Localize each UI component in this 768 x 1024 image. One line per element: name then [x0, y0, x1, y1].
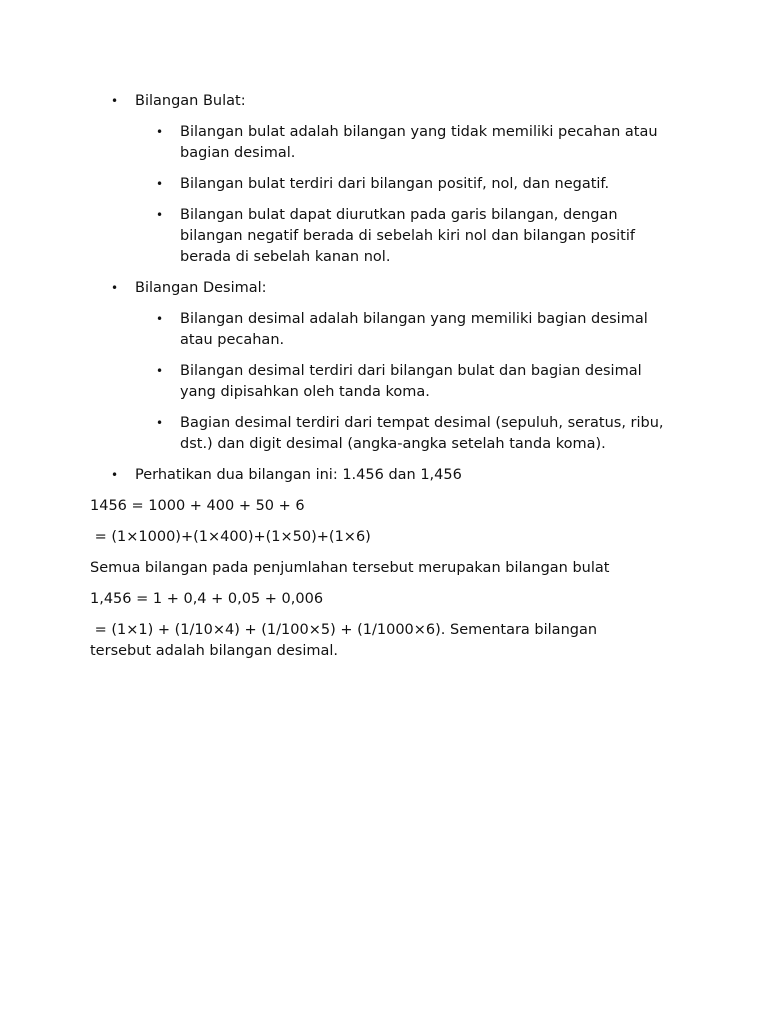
equation-line-4: = (1×1) + (1/10×4) + (1/100×5) + (1/1000×6). Sementara bilangan tersebut adalah bilangan desimal.	[90, 622, 602, 659]
list-item	[135, 361, 690, 403]
sub-bullet-list	[135, 122, 690, 268]
bullet-icon: •	[156, 312, 164, 326]
list-item	[135, 122, 690, 164]
bullet-icon: •	[111, 468, 119, 482]
bullet-icon: •	[156, 208, 164, 222]
list-item-text: Bilangan desimal terdiri dari bilangan bulat dan bagian desimal yang dipisahkan oleh tanda koma.	[180, 363, 642, 400]
section-bilangan-desimal	[90, 278, 690, 455]
main-bullet-list	[90, 91, 690, 486]
sub-bullet-list	[135, 309, 690, 455]
equation-line-2: = (1×1000)+(1×400)+(1×50)+(1×6)	[90, 529, 371, 545]
equation-line-3: 1,456 = 1 + 0,4 + 0,05 + 0,006	[90, 591, 324, 607]
list-item-text: Bilangan desimal adalah bilangan yang memiliki bagian desimal atau pecahan.	[180, 311, 648, 348]
list-item-text: Bilangan bulat terdiri dari bilangan positif, nol, dan negatif.	[180, 176, 610, 192]
bullet-icon: •	[156, 416, 164, 430]
section-heading: Bilangan Desimal:	[135, 280, 267, 296]
bullet-icon: •	[156, 177, 164, 191]
bullet-icon: •	[111, 94, 119, 108]
list-item-text: Bagian desimal terdiri dari tempat desimal (sepuluh, seratus, ribu, dst.) dan digit desimal (angka-angka setelah tanda koma).	[180, 415, 664, 452]
list-item-text: Bilangan bulat adalah bilangan yang tidak memiliki pecahan atau bagian desimal.	[180, 124, 658, 161]
equation-line-1: 1456 = 1000 + 400 + 50 + 6	[90, 498, 305, 514]
section-perhatikan	[90, 465, 690, 486]
bullet-icon: •	[111, 281, 119, 295]
section-heading: Perhatikan dua bilangan ini: 1.456 dan 1,456	[135, 467, 462, 483]
bullet-icon: •	[156, 364, 164, 378]
list-item	[135, 413, 690, 455]
bullet-icon: •	[156, 125, 164, 139]
list-item	[135, 205, 690, 268]
section-heading: Bilangan Bulat:	[135, 93, 246, 109]
list-item-text: Bilangan bulat dapat diurutkan pada garis bilangan, dengan bilangan negatif berada di sebelah kiri nol dan bilangan positif berada di sebelah kanan nol.	[180, 207, 635, 265]
section-bilangan-bulat	[90, 91, 690, 268]
list-item	[135, 174, 690, 195]
list-item	[135, 309, 690, 351]
paragraph-statement: Semua bilangan pada penjumlahan tersebut merupakan bilangan bulat	[90, 560, 610, 576]
document-body	[90, 91, 690, 672]
